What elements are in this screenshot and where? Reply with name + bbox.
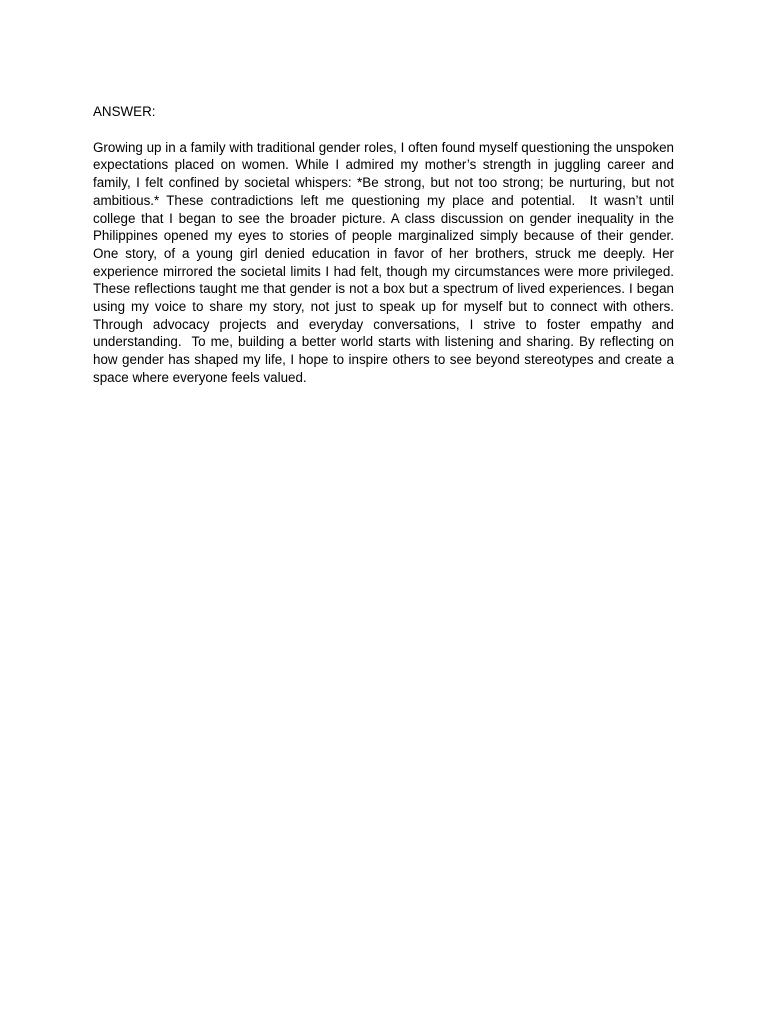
answer-heading: ANSWER:	[93, 104, 156, 119]
answer-paragraph: Growing up in a family with traditional gender roles, I often found myself questioning the unspoken expectations placed on women. While I admired my mother’s strength in juggling career and family, I felt confined by societal whispers: *Be strong, but not too strong; be nurturing, but not ambitious.* These contradictions left me questioning my place and potential. It wasn’t until college that I began to see the broader picture. A class discussion on gender inequality in the Philippines opened my eyes to stories of people marginalized simply because of their gender. One story, of a young girl denied education in favor of her brothers, struck me deeply. Her experience mirrored the societal limits I had felt, though my circumstances were more privileged. These reflections taught me that gender is not a box but a spectrum of lived experiences. I began using my voice to share my story, not just to speak up for myself but to connect with others. Through advocacy projects and everyday conversations, I strive to foster empathy and understanding. To me, building a better world starts with listening and sharing. By reflecting on how gender has shaped my life, I hope to inspire others to see beyond stereotypes and create a space where everyone feels valued.	[93, 139, 678, 385]
document-content	[93, 103, 678, 387]
